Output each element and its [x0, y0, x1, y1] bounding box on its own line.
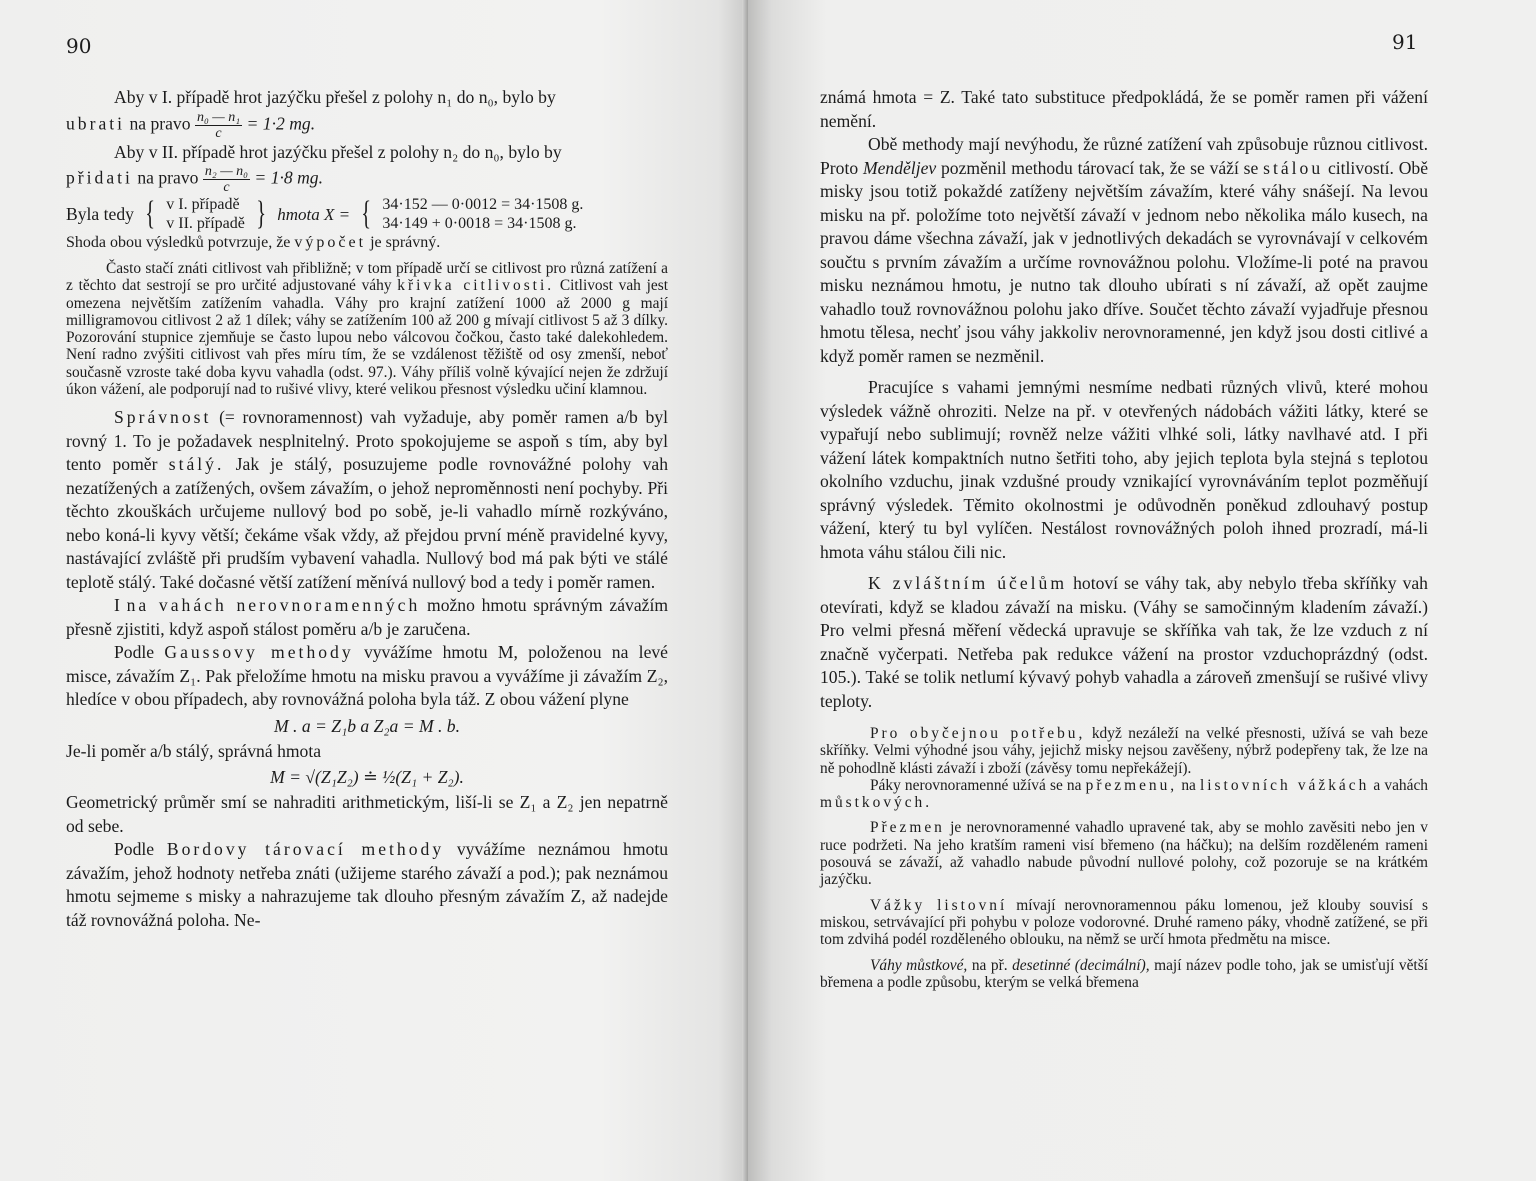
right-text-column [820, 86, 1428, 991]
paragraph-ordinary-use: Pro obyčejnou potřebu, když nezáleží na velké přesnosti, užívá se vah beze skříňky. Velmi výhodné jsou váhy, jejichž misky nejsou zavěšeny, nýbrž podepřeny tak, že lze na ně pohodlně klásti závaží i zboží (závěsy tomu nepřekážejí). [820, 725, 1429, 777]
paragraph-gauss-method: Podle Gaussovy methody vyvážíme hmotu M, položenou na levé misce, závažím Z₁. Pak přeložíme hmotu na misku pravou a vyvážíme ji závažím Z₂, hledíce v obou případech, aby rovnovážná poloha byla táž. Z obou vážení plyne [66, 642, 668, 710]
page-number-right: 91 [1392, 30, 1418, 54]
paragraph-known-mass: známá hmota = Z. Také tato substituce předpokládá, že se poměr ramen při vážení nemění. [820, 87, 1428, 131]
paragraph-agreement: Shoda obou výsledků potvrzuje, že výpočet je správný. [66, 234, 441, 251]
paragraph-correctness: Správnost (= rovnoramennost) vah vyžaduje, aby poměr ramen a/b byl rovný 1. To je požadavek nesplnitelný. Proto spokojujeme se aspoň s tím, aby byl tento poměr stálý. Jak je stálý, posuzujeme podle rovnovážné polohy vah nezatížených a zatížených, ovšem závažím, o jehož neproměnnosti není pochyby. Při těchto zkouškách určujeme nullový bod po sobě, je-li vahadlo mírně rozkýváno, nebo koná-li kyvy větší; čekáme však vždy, až přejdou první méně pravidelné kyvy, nastávající zvláště při prudším vybavení vahadla. Nullový bod má pak býti ve stálé teplotě stálý. Také dočasné větší zatížení měnívá nullový bod a tedy i poměr ramen. [66, 407, 669, 592]
paragraph-unequal-arms: I na vahách nerovnoramenných možno hmotu správným závažím přesně zjistiti, když aspoň stálost poměru a/b je zaručena. [66, 595, 669, 639]
formula-remove: ubrati na pravo $\frac{\text{n₀ — n₁}}{c}$ = 1·2 mg. [66, 109, 316, 141]
page-number-left: 90 [66, 34, 92, 58]
fraction-1: $\frac{\text{n₀ — n₁}}{c}$ [196, 109, 241, 141]
paragraph-sensitivity: Často stačí znáti citlivost vah přibližně; v tom případě určí se citlivost pro různá zatížení a z těchto dat sestrojí se pro určité adjustované váhy křivka citlivosti. Citlivost vah jest omezena největším zatížením vahadla. Váhy pro krajní zatížení 1000 až 2000 g mají milligramovou citlivost 2 až 1 dílek; váhy se zatížením 100 až 200 g mívají citlivost 5 až 3 dílky. Pozorování stupnice zjemňuje se často lupou nebo válcovou čočkou, často také dalekohledem. Není radno zvýšiti citlivost vah přes míru tím, že se vzdálenost těžiště od osy zmenší, neboť současně vzroste také doba kyvu vahadla (odst. 97.). Váhy příliš volně kývající nejen že zdržují úkon vážení, ale podporují nad to rušivé vlivy, které velikou přesnost výsledku učiní klamnou. [66, 260, 668, 399]
formula-add: přidati na pravo $\frac{\text{n₂ — n₀}}{c}$ = 1·8 mg. [66, 164, 323, 195]
left-text-column [66, 86, 668, 932]
paragraph-levers: Páky nerovnoramenné užívá se na přezmenu, na listovních vážkách a vahách můstkových. [820, 776, 1428, 812]
paragraph-geometric-mean: Geometrický průměr smí se nahraditi arithmetickým, liší-li se Z₁ a Z₂ jen nepatrně od sebe. [66, 792, 668, 836]
paragraph-ratio-stable: Je-li poměr a/b stálý, správná hmota [66, 740, 322, 761]
paragraph-mendeleev: Obě methody mají nevýhodu, že různé zatížení vah způsobuje různou citlivost. Proto Menděljev pozměnil methodu tárovací tak, že se váží se stálou citlivostí. Obě misky jsou totiž pokaždé zatíženy největším závažím, které váhy snášejí. Na levou misku na př. položíme toto největší závaží v jednom nebo několika málo kusech, na pravou dáme všechna závaží, jak v jednotlivých dekadách se vyrovnávají v celkovém součtu s prvním závažím a určíme rovnovážnou polohu. Vložíme-li poté na pravou misku neznámou hmotu, je nutno tak dlouho ubírati s ní závaží, až opět zaujme vahadlo touž rovnovážnou polohu jako dříve. Součet těchto závaží vyjadřuje přesnou hmotu tělesa, nechť jsou váhy jakkoliv nerovnoramenné, jen když jsou dosti citlivé a když poměr ramen se nezměnil. [820, 134, 1429, 366]
left-page [0, 0, 748, 1181]
right-page [748, 0, 1536, 1181]
paragraph-bridge-scales: Váhy můstkové, na př. desetinné (decimální), mají název podle toho, jak se umisťují větší břemena a podle způsobu, kterým se velká břemena [820, 956, 1428, 991]
formula-mean: M = √(Z₁Z₂) ≐ ½(Z₁ + Z₂). [270, 767, 464, 788]
paragraph-letter-scales: Vážky listovní mívají nerovnoramennou páku lomenou, jež klouby souvisí s miskou, setrvávající při pohybu v poloze vodorovné. Druhé rameno páky, vhodně zatížené, se při tom zdvihá podél rozděleného oblouku, na němž se určí hmota předmětu na misce. [820, 896, 1428, 949]
formula-gauss: M . a = Z₁b a Z₂a = M . b. [273, 715, 461, 736]
mass-calculation: Byla tedy { v I. případě v II. případě } hmota X = { 34·152 — 0·0012 = 34·1508 g. 34·149 + 0·0018 = 34·1508 g. [66, 195, 584, 232]
paragraph-special-purposes: K zvláštním účelům hotoví se váhy tak, aby nebylo třeba skříňky vah otevírati, když se kladou závaží na misku. (Váhy se samočinným kladením závaží.) Pro velmi přesná měření vědecká upravuje se skříňka vah tak, že lze vzduch z ní značně vyčerpati. Netřeba pak redukce vážení na prostor vzduchoprázdný (odst. 105.). Také se tolik netlumí kývavý pohyb vahadla a zároveň zmenšují se rušivé vlivy teploty. [820, 573, 1428, 711]
paragraph-borda-method: Podle Bordovy tárovací methody vyvážíme neznámou hmotu závažím, jehož hodnoty netřeba znáti (užijeme starého závaží a pod.); pak neznámou hmotu sejmeme s misky a nahrazujeme tak dlouho přesným závažím Z, až nadejde táž rovnovážná poloha. Ne- [66, 839, 669, 930]
paragraph-case2: Aby v II. případě hrot jazýčku přešel z polohy n₂ do n₀, bylo by [114, 141, 562, 162]
paragraph-case1: Aby v I. případě hrot jazýčku přešel z polohy n₁ do n₀, bylo by [114, 87, 556, 107]
fraction-2: $\frac{\text{n₂ — n₀}}{c}$ [204, 164, 249, 195]
paragraph-influences: Pracujíce s vahami jemnými nesmíme nedbati různých vlivů, které mohou výsledek vážně ohroziti. Nelze na př. v otevřených nádobách vážiti látky, které se vypařují nebo sublimují; rovněž nelze vážiti vlhké soli, látky navlhavé atd. I při vážení látek kompaktních nutno šetřiti toho, aby jejich teplota byla stejná s teplotou okolního vzduchu, jinak vzdušné proudy vznikající vyrovnáváním teplot pozměňují správný výsledek. Těmito okolnostmi je odůvodněn poněkud zdlouhavý postup vážení, který tu byl vylíčen. Nestálost rovnovážných poloh ihned prozradí, má-li hmota váhu stálou čili nic. [820, 377, 1428, 562]
paragraph-steelyard: Přezmen je nerovnoramenné vahadlo upravené tak, aby se mohlo zavěsiti nebo jen v ruce podržeti. Na jeho kratším rameni visí břemeno (na háčku); na delším rozděleném rameni posouvá se závaží, až vahadlo nabude původní nullové polohy, což pozoruje se na krátkém jazýčku. [820, 819, 1428, 889]
